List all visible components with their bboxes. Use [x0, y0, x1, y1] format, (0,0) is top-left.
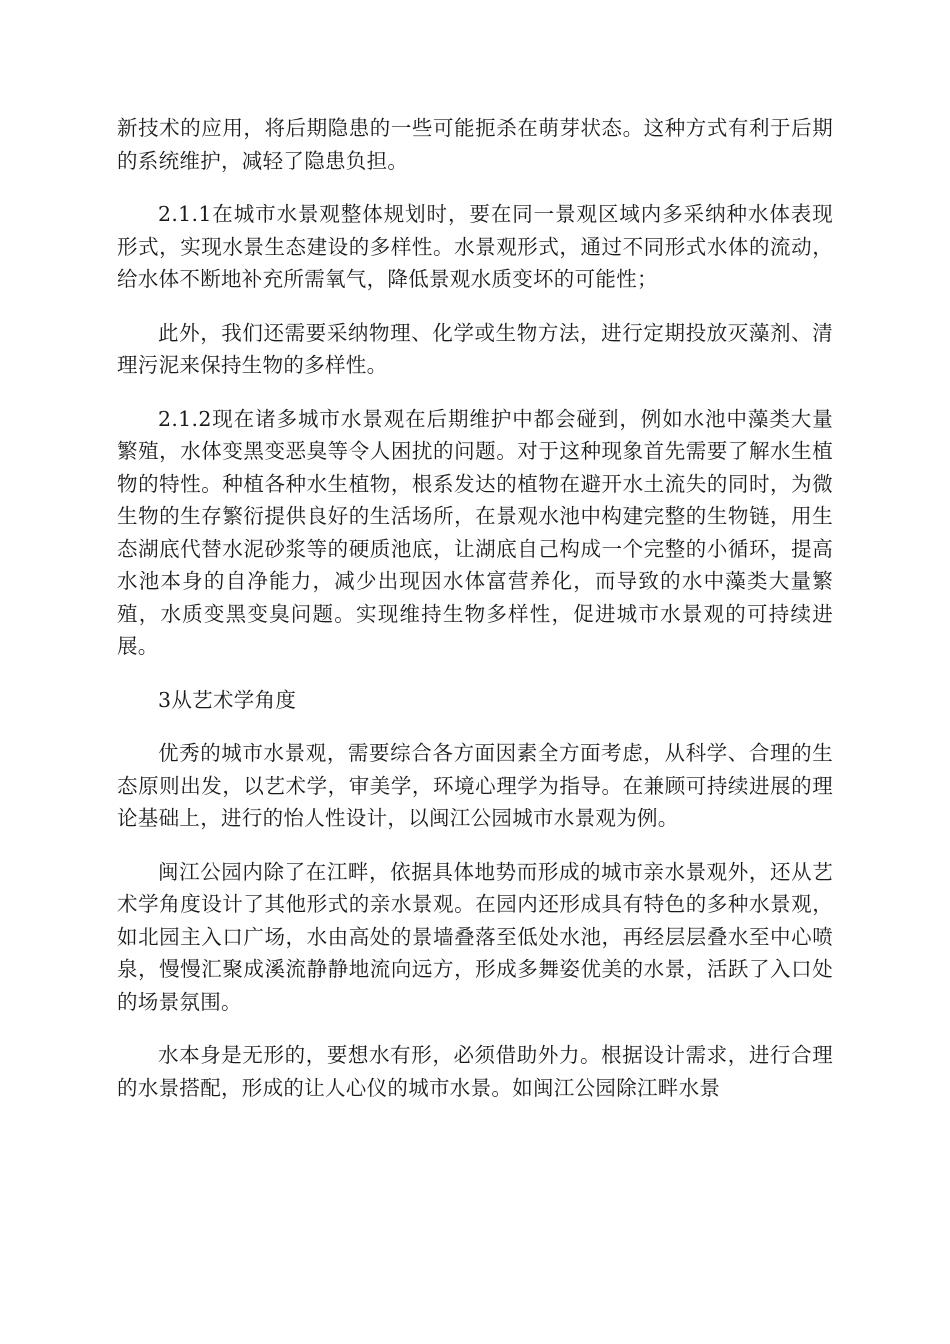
section-heading: 3从艺术学角度	[158, 687, 297, 712]
paragraph: 此外，我们还需要采纳物理、化学或生物方法，进行定期投放灭藻剂、清理污泥来保持生物的多样性。	[117, 320, 833, 377]
paragraph: 2.1.2现在诸多城市水景观在后期维护中都会碰到，例如水池中藻类大量繁殖，水体变黑变恶臭等令人困扰的问题。对于这种现象首先需要了解水生植物的特性。种植各种水生植物，根系发达的植物在避开水土流失的同时，为微生物的生存繁衍提供良好的生活场所，在景观水池中构建完整的生物链，用生态湖底代替水泥砂浆等的硬质池底，让湖底自己构成一个完整的小循环，提高水池本身的自净能力，减少出现因水体富营养化，而导致的水中藻类大量繁殖，水质变黑变臭问题。实现维持生物多样性，促进城市水景观的可持续进展。	[117, 406, 833, 658]
document-page	[117, 112, 833, 1125]
paragraph: 新技术的应用，将后期隐患的一些可能扼杀在萌芽状态。这种方式有利于后期的系统维护，减轻了隐患负担。	[117, 116, 833, 173]
paragraph: 优秀的城市水景观，需要综合各方面因素全方面考虑，从科学、合理的生态原则出发，以艺术学，审美学，环境心理学为指导。在兼顾可持续进展的理论基础上，进行的怡人性设计，以闽江公园城市水景观为例。	[117, 741, 833, 830]
paragraph: 2.1.1在城市水景观整体规划时，要在同一景观区域内多采纳种水体表现形式，实现水景生态建设的多样性。水景观形式，通过不同形式水体的流动，给水体不断地补充所需氧气，降低景观水质变坏的可能性；	[117, 202, 833, 291]
paragraph: 闽江公园内除了在江畔，依据具体地势而形成的城市亲水景观外，还从艺术学角度设计了其他形式的亲水景观。在园内还形成具有特色的多种水景观，如北园主入口广场，水由高处的景墙叠落至低处水池，再经层层叠水至中心喷泉，慢慢汇聚成溪流静静地流向远方，形成多舞姿优美的水景，活跃了入口处的场景氛围。	[117, 859, 833, 1014]
paragraph: 水本身是无形的，要想水有形，必须借助外力。根据设计需求，进行合理的水景搭配，形成的让人心仪的城市水景。如闽江公园除江畔水景	[117, 1043, 833, 1100]
